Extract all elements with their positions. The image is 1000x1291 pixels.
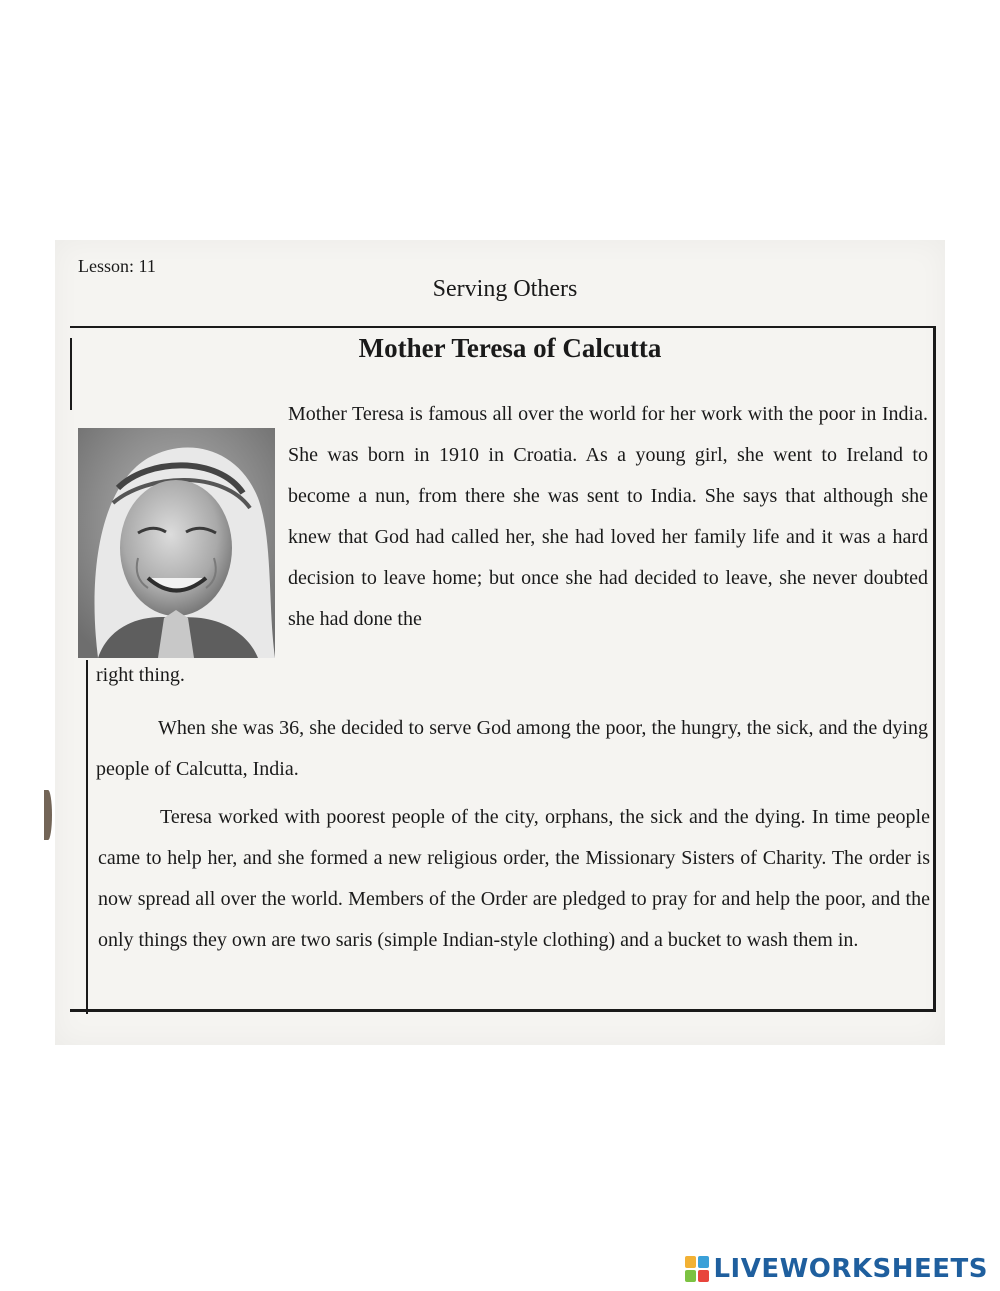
logo-tile	[685, 1270, 696, 1282]
story-paragraph-2: When she was 36, she decided to serve God among the poor, the hungry, the sick, and the dying people of Calcutta, India.	[96, 717, 928, 780]
story-box-left-rule-top	[70, 338, 72, 410]
unit-title: Serving Others	[432, 276, 578, 302]
story-box-left-rule-bottom	[86, 660, 88, 1014]
liveworksheets-brand	[685, 1252, 988, 1286]
portrait-illustration	[78, 428, 275, 658]
story-paragraph-1: Mother Teresa is famous all over the world for her work with the poor in India. She was born in 1910 in Croatia. As a young girl, she went to Ireland to become a nun, from there she was sent to India. She says that although she knew that God had called her, she had loved her family life and it was a hard decision to leave home; but once she had decided to leave, she never doubted she had done the	[288, 403, 928, 630]
logo-tile	[698, 1256, 709, 1268]
story-paragraph-3: Teresa worked with poorest people of the city, orphans, the sick and the dying. In time people came to help her, and she formed a new religious order, the Missionary Sisters of Charity. The order is now spread all over the world. Members of the Order are pledged to pray for and help the poor, and the only things they own are two saris (simple Indian-style clothing) and a bucket to wash them in.	[98, 806, 930, 951]
logo-tile	[685, 1256, 696, 1268]
portrait-photo	[78, 428, 275, 658]
story-paragraph-1-tail: right thing.	[96, 664, 185, 686]
logo-tile	[698, 1270, 709, 1282]
brand-name: LIVEWORKSHEETS	[713, 1254, 988, 1284]
page-binding-shadow	[44, 790, 52, 840]
lesson-label: Lesson: 11	[78, 256, 156, 276]
story-title: Mother Teresa of Calcutta	[358, 333, 662, 363]
liveworksheets-logo-icon	[685, 1256, 709, 1282]
